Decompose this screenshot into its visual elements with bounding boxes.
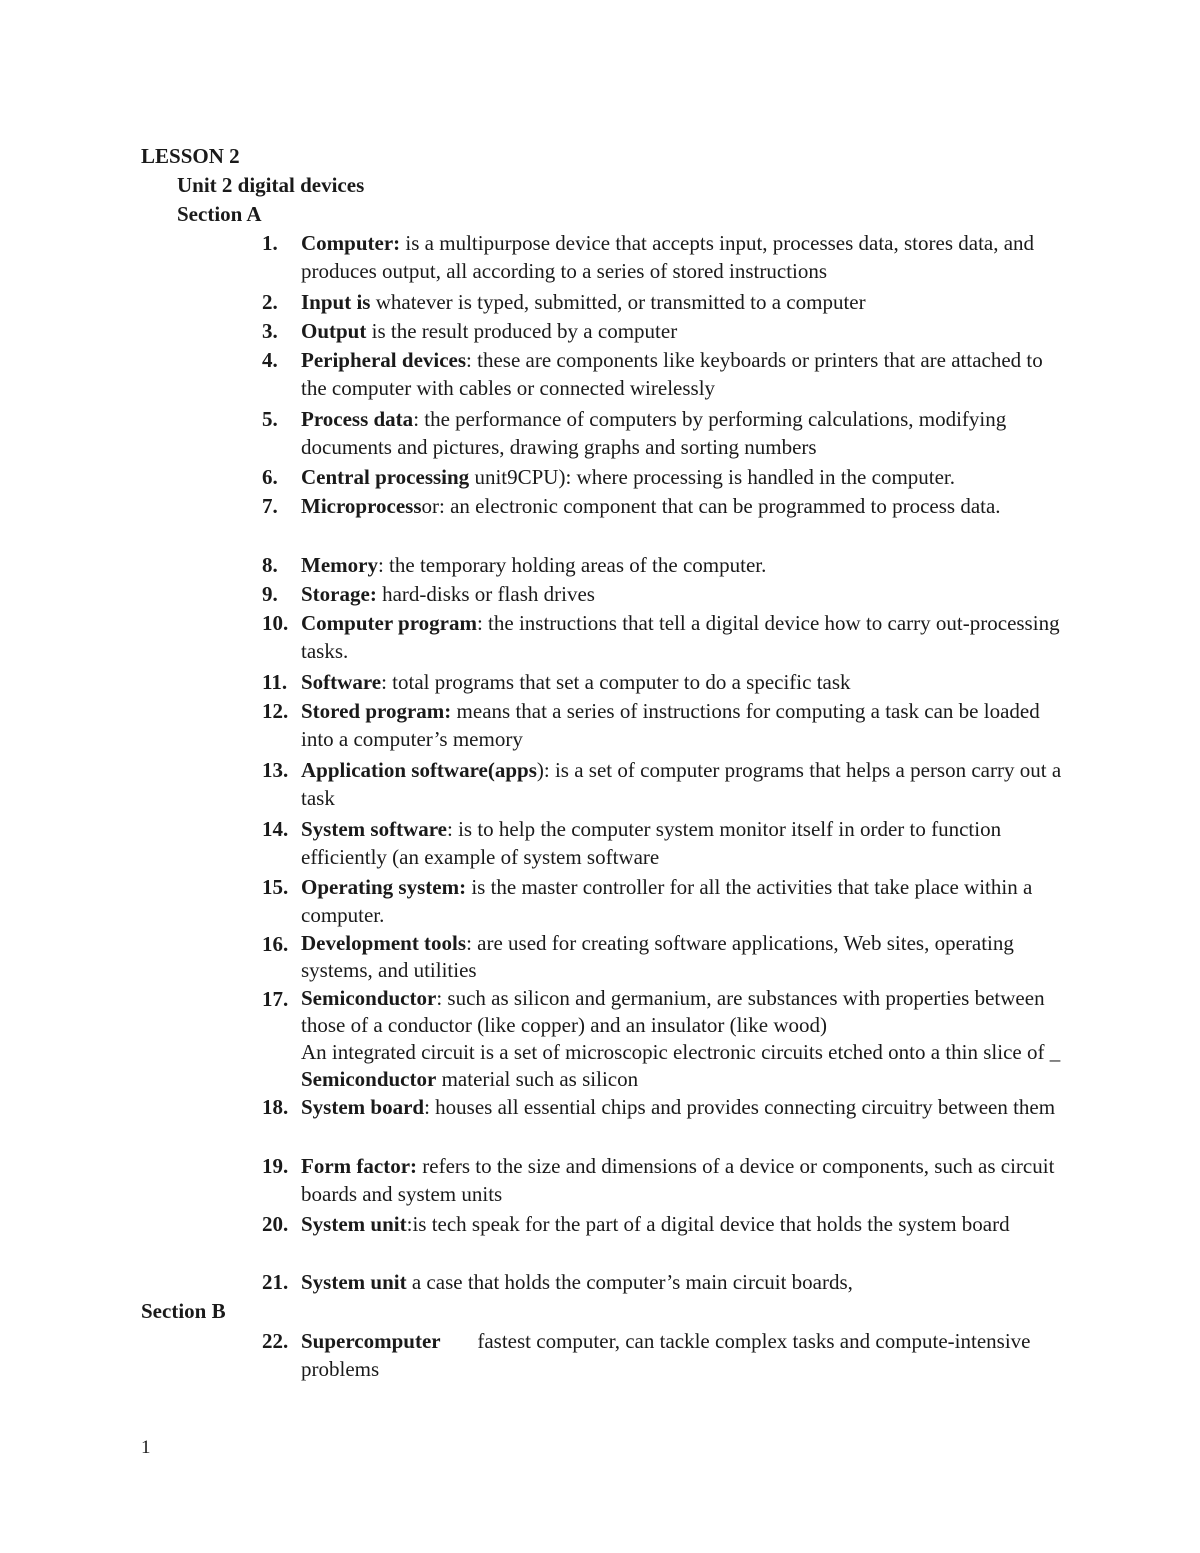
item-term: Computer program bbox=[301, 611, 477, 635]
item-text bbox=[301, 1268, 1063, 1296]
item-extra-term: Semiconductor bbox=[301, 1067, 437, 1091]
item-term: System board bbox=[301, 1095, 425, 1119]
item-term: System unit bbox=[301, 1270, 407, 1294]
item-text bbox=[301, 815, 1063, 871]
item-term: Microprocess bbox=[301, 494, 422, 518]
item-definition: whatever is typed, submitted, or transmitted to a computer bbox=[370, 290, 866, 314]
item-text bbox=[301, 930, 1063, 984]
item-definition: : the temporary holding areas of the computer. bbox=[377, 553, 767, 577]
item-number: 20. bbox=[262, 1212, 289, 1236]
item-number: 21. bbox=[262, 1270, 289, 1294]
item-text bbox=[301, 697, 1063, 753]
item-term: Process data bbox=[301, 407, 414, 431]
item-text bbox=[301, 609, 1063, 665]
item-definition: unit9CPU): where processing is handled in the computer. bbox=[469, 465, 956, 489]
item-text bbox=[301, 492, 1063, 520]
item-number: 12. bbox=[262, 699, 289, 723]
item-number: 4. bbox=[262, 348, 278, 372]
item-text bbox=[301, 580, 1063, 608]
item-text bbox=[301, 1327, 1063, 1383]
section-b-heading: Section B bbox=[141, 1299, 226, 1323]
item-definition: is the master controller for all the activities that take place within a computer. bbox=[301, 875, 1033, 927]
item-text bbox=[301, 551, 1063, 579]
item-definition: : is to help the computer system monitor itself in order to function efficiently (an example of system software bbox=[301, 817, 1002, 869]
item-number: 17. bbox=[262, 987, 289, 1011]
item-number: 5. bbox=[262, 407, 278, 431]
page-number: 1 bbox=[141, 1437, 151, 1458]
item-definition: a case that holds the computer’s main circuit boards, bbox=[406, 1270, 853, 1294]
item-text bbox=[301, 873, 1063, 929]
item-text bbox=[301, 1210, 1063, 1238]
item-text bbox=[301, 346, 1063, 402]
item-term: Development tools bbox=[301, 931, 467, 955]
section-a-heading: Section A bbox=[177, 202, 262, 226]
item-number: 18. bbox=[262, 1095, 289, 1119]
item-definition: :is tech speak for the part of a digital device that holds the system board bbox=[406, 1212, 1010, 1236]
item-text bbox=[301, 985, 1063, 1093]
item-definition: : houses all essential chips and provides connecting circuitry between them bbox=[424, 1095, 1056, 1119]
item-term: Computer: bbox=[301, 231, 401, 255]
item-definition: is the result produced by a computer bbox=[366, 319, 678, 343]
item-number: 7. bbox=[262, 494, 278, 518]
item-number: 1. bbox=[262, 231, 278, 255]
item-definition: refers to the size and dimensions of a device or components, such as circuit boards and system units bbox=[301, 1154, 1055, 1206]
unit-title: Unit 2 digital devices bbox=[177, 173, 365, 197]
item-term: Semiconductor bbox=[301, 986, 437, 1010]
item-term: Operating system: bbox=[301, 875, 467, 899]
item-text bbox=[301, 463, 1063, 491]
item-definition: : the performance of computers by performing calculations, modifying documents and pictures, drawing graphs and sorting numbers bbox=[301, 407, 1007, 459]
item-number: 2. bbox=[262, 290, 278, 314]
item-definition: : total programs that set a computer to do a specific task bbox=[381, 670, 851, 694]
item-term: Peripheral devices bbox=[301, 348, 467, 372]
item-number: 14. bbox=[262, 817, 289, 841]
item-number: 9. bbox=[262, 582, 278, 606]
item-extra-text: An integrated circuit is a set of microscopic electronic circuits etched onto a thin slice of _ bbox=[301, 1040, 1061, 1064]
item-number: 10. bbox=[262, 611, 289, 635]
item-text bbox=[301, 288, 1063, 316]
item-definition: means that a series of instructions for computing a task can be loaded into a computer’s memory bbox=[301, 699, 1040, 751]
item-term: Output bbox=[301, 319, 367, 343]
lesson-title: LESSON 2 bbox=[141, 144, 240, 168]
item-number: 11. bbox=[262, 670, 288, 694]
item-text bbox=[301, 317, 1063, 345]
item-text bbox=[301, 756, 1063, 812]
item-number: 8. bbox=[262, 553, 278, 577]
item-definition: hard-disks or flash drives bbox=[376, 582, 595, 606]
item-term: Storage: bbox=[301, 582, 377, 606]
item-term: Form factor: bbox=[301, 1154, 418, 1178]
item-term: System software bbox=[301, 817, 447, 841]
item-term: Application software(apps bbox=[301, 758, 537, 782]
item-definition: or: an electronic component that can be programmed to process data. bbox=[421, 494, 1001, 518]
item-number: 3. bbox=[262, 319, 278, 343]
item-term: Input is bbox=[301, 290, 371, 314]
item-term: Supercomputer bbox=[301, 1329, 441, 1353]
item-number: 22. bbox=[262, 1329, 289, 1353]
item-definition: : such as silicon and germanium, are substances with properties between those of a conductor (like copper) and an insulator (like wood) bbox=[301, 986, 1045, 1037]
item-term: Stored program: bbox=[301, 699, 452, 723]
item-text bbox=[301, 229, 1063, 285]
item-number: 19. bbox=[262, 1154, 289, 1178]
item-text bbox=[301, 1152, 1063, 1208]
item-text bbox=[301, 405, 1063, 461]
item-term: Central processing bbox=[301, 465, 470, 489]
item-definition: : are used for creating software applications, Web sites, operating systems, and utilities bbox=[301, 931, 1014, 982]
item-number: 16. bbox=[262, 932, 289, 956]
item-number: 6. bbox=[262, 465, 278, 489]
item-definition: fastest computer, can tackle complex tasks and compute-intensive problems bbox=[301, 1329, 1036, 1381]
item-definition: : these are components like keyboards or printers that are attached to the computer with cables or connected wirelessly bbox=[301, 348, 1043, 400]
item-term: Memory bbox=[301, 553, 378, 577]
item-number: 15. bbox=[262, 875, 289, 899]
item-term: Software bbox=[301, 670, 382, 694]
item-extra-post: material such as silicon bbox=[436, 1067, 639, 1091]
item-text bbox=[301, 668, 1063, 696]
item-number: 13. bbox=[262, 758, 289, 782]
item-term: System unit bbox=[301, 1212, 407, 1236]
item-definition: is a multipurpose device that accepts input, processes data, stores data, and produces output, all according to a series of stored instructions bbox=[301, 231, 1035, 283]
item-definition: ): is a set of computer programs that helps a person carry out a task bbox=[301, 758, 1062, 810]
item-text bbox=[301, 1093, 1063, 1121]
item-definition: : the instructions that tell a digital device how to carry out-processing tasks. bbox=[301, 611, 1060, 663]
